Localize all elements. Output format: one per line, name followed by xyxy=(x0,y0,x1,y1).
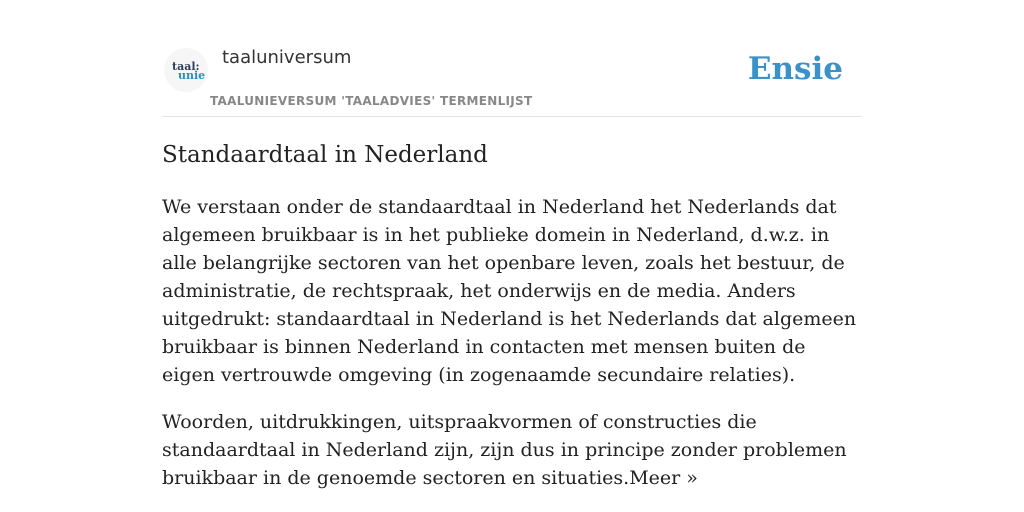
definition-paragraph-2-text: Woorden, uitdrukkingen, uitspraakvormen of constructies die standaardtaal in Nederland zijn, zijn dus in principe zonder problemen bruikbaar in de genoemde sectoren en situaties. xyxy=(162,411,847,489)
definition-card xyxy=(162,0,862,512)
read-more-link[interactable]: Meer » xyxy=(629,467,698,489)
ensie-brand-logo[interactable]: Ensie xyxy=(747,51,843,87)
logo-text-line1: taal: xyxy=(172,60,200,73)
site-name[interactable]: taaluniversum xyxy=(222,47,352,68)
taalunie-logo[interactable] xyxy=(164,48,208,92)
page-title: Standaardtaal in Nederland xyxy=(162,142,488,168)
definition-body xyxy=(162,193,862,511)
source-subtitle[interactable]: TAALUNIEVERSUM 'TAALADVIES' TERMENLIJST xyxy=(210,94,533,108)
card-header xyxy=(162,0,862,117)
logo-text-line2: unie xyxy=(178,69,206,82)
definition-paragraph-1: We verstaan onder de standaardtaal in Nederland het Nederlands dat algemeen bruikbaar is in het publieke domein in Nederland, d.w.z. in alle belangrijke sectoren van het openbare leven, zoals het bestuur, de administratie, de rechtspraak, het onderwijs en de media. Anders uitgedrukt: standaardtaal in Nederland is het Nederlands dat algemeen bruikbaar is binnen Nederland in contacten met mensen buiten de eigen vertrouwde omgeving (in zogenaamde secundaire relaties). xyxy=(162,196,857,386)
definition-paragraph-2 xyxy=(162,408,862,492)
